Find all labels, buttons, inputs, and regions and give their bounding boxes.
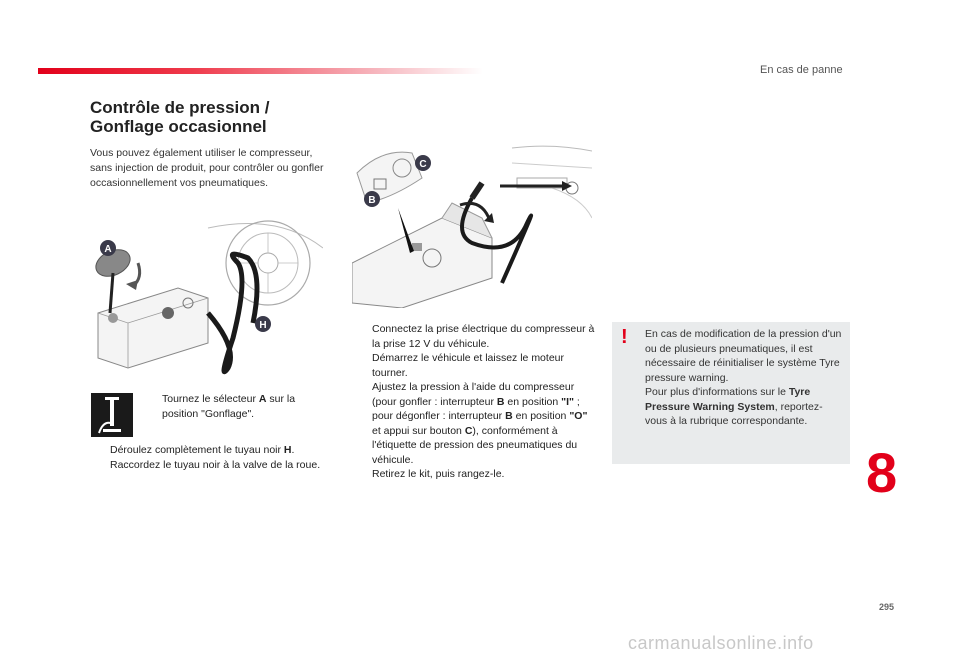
steps-middle bbox=[352, 322, 597, 482]
fig1-label-a: A bbox=[104, 244, 112, 255]
warning-box bbox=[612, 322, 850, 464]
list-item: Raccordez le tuyau noir à la valve de la roue. bbox=[110, 458, 321, 471]
chapter-number: 8 bbox=[866, 441, 898, 504]
list-item: Ajustez la pression à l'aide du compresseur (pour gonfler : interrupteur B en position "I" ; pour dégonfler : interrupteur B en position "O" et appui sur bouton C), conformément à l'étiquette de pression des pneumatiques du véhicule. bbox=[372, 381, 588, 466]
list-item: Démarrez le véhicule et laissez le moteur tourner. bbox=[372, 352, 564, 379]
page-title bbox=[90, 98, 269, 136]
compressor-selector-illustration bbox=[88, 218, 323, 378]
header-accent-bar bbox=[38, 68, 483, 74]
warning-text: En cas de modification de la pression d'un ou de plusieurs pneumatiques, il est nécessaire de réinitialiser le système Tyre pressure warning. Pour plus d'informations sur le Tyre Pressure Warning System, reportez-vous à la rubrique correspondante. bbox=[645, 328, 842, 427]
steps-left-bottom bbox=[90, 443, 325, 472]
section-title: En cas de panne bbox=[760, 64, 843, 76]
fig1-label-h: H bbox=[259, 320, 267, 331]
compressor-switch-illustration bbox=[352, 143, 592, 308]
list-item: Tournez le sélecteur A sur la position "Gonflage". bbox=[162, 393, 296, 420]
intro-paragraph: Vous pouvez également utiliser le compresseur, sans injection de produit, pour contrôler ou gonfler occasionnellement vos pneumatiques. bbox=[90, 147, 324, 189]
list-item: Retirez le kit, puis rangez-le. bbox=[372, 468, 505, 480]
steps-left-top bbox=[142, 392, 322, 421]
fig2-label-b: B bbox=[368, 195, 376, 206]
page-title-line2: Gonflage occasionnel bbox=[90, 117, 267, 136]
inflation-pictogram-icon bbox=[91, 393, 133, 437]
fig2-label-c: C bbox=[419, 159, 427, 170]
list-item: Déroulez complètement le tuyau noir H. bbox=[110, 444, 295, 456]
page-number: 295 bbox=[879, 602, 895, 612]
watermark: carmanualsonline.info bbox=[628, 633, 814, 653]
page-title-line1: Contrôle de pression / bbox=[90, 98, 270, 117]
warning-icon: ! bbox=[621, 326, 628, 348]
list-item: Connectez la prise électrique du compresseur à la prise 12 V du véhicule. bbox=[372, 323, 595, 350]
